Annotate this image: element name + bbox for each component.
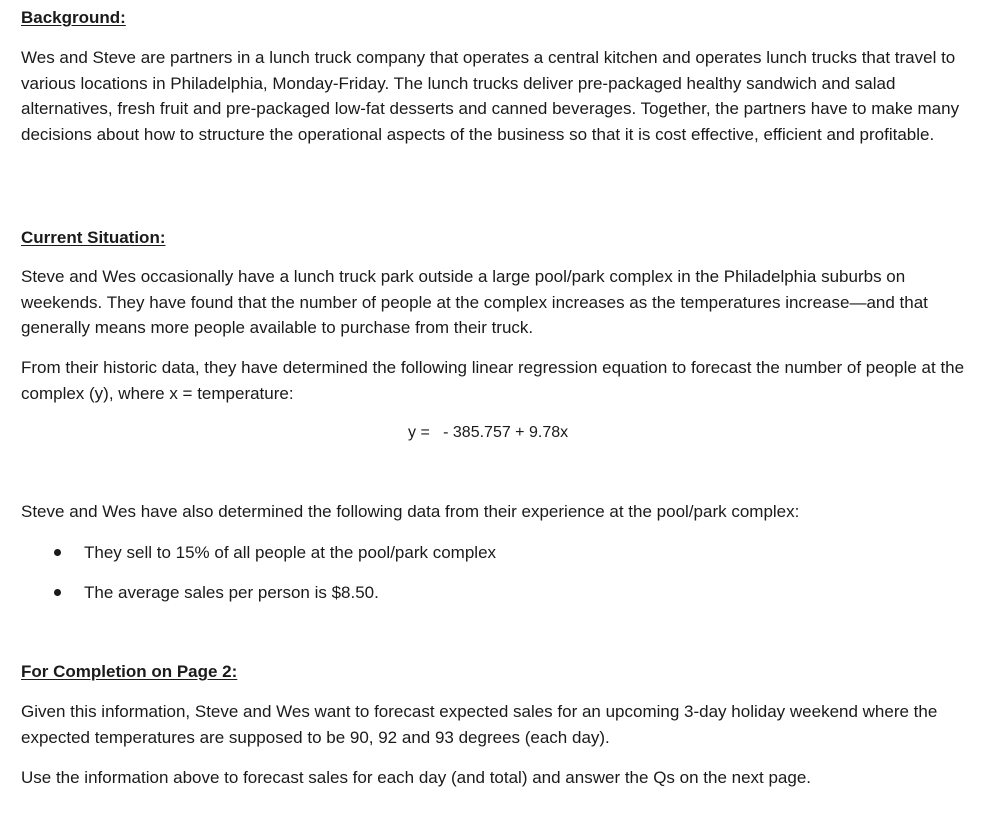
bullet-text: The average sales per person is $8.50. xyxy=(84,583,379,602)
current-situation-heading: Current Situation: xyxy=(21,228,166,247)
completion-paragraph-2: Use the information above to forecast sales for each day (and total) and answer the Qs on the next page. xyxy=(21,768,812,787)
bullet-text: They sell to 15% of all people at the pool/park complex xyxy=(84,543,497,562)
current-situation-paragraph-1: Steve and Wes occasionally have a lunch truck park outside a large pool/park complex in the Philadelphia suburbs on weekends. They have found that the number of people at the complex increases as the temperatures increase—and that generally means more people available to purchase from their truck. xyxy=(21,267,928,337)
bullet-icon xyxy=(54,549,61,556)
bullet-icon xyxy=(54,589,61,596)
completion-heading: For Completion on Page 2: xyxy=(21,662,238,681)
regression-equation: y = - 385.757 + 9.78x xyxy=(408,424,569,441)
background-text: Wes and Steve are partners in a lunch truck company that operates a central kitchen and operates lunch trucks that travel to various locations in Philadelphia, Monday-Friday. The lunch trucks deliver pre-packaged healthy sandwich and salad alternatives, fresh fruit and pre-packaged low-fat desserts and canned beverages. Together, the partners have to make many decisions about how to structure the operational aspects of the business so that it is cost effective, efficient and profitable. xyxy=(21,48,960,144)
background-heading: Background: xyxy=(21,8,126,27)
current-situation-paragraph-2: From their historic data, they have determined the following linear regression equation to forecast the number of people at the complex (y), where x = temperature: xyxy=(21,358,965,403)
completion-paragraph-1: Given this information, Steve and Wes want to forecast expected sales for an upcoming 3-day holiday weekend where the expected temperatures are supposed to be 90, 92 and 93 degrees (each day). xyxy=(21,702,938,747)
current-situation-paragraph-3: Steve and Wes have also determined the following data from their experience at the pool/park complex: xyxy=(21,502,800,521)
